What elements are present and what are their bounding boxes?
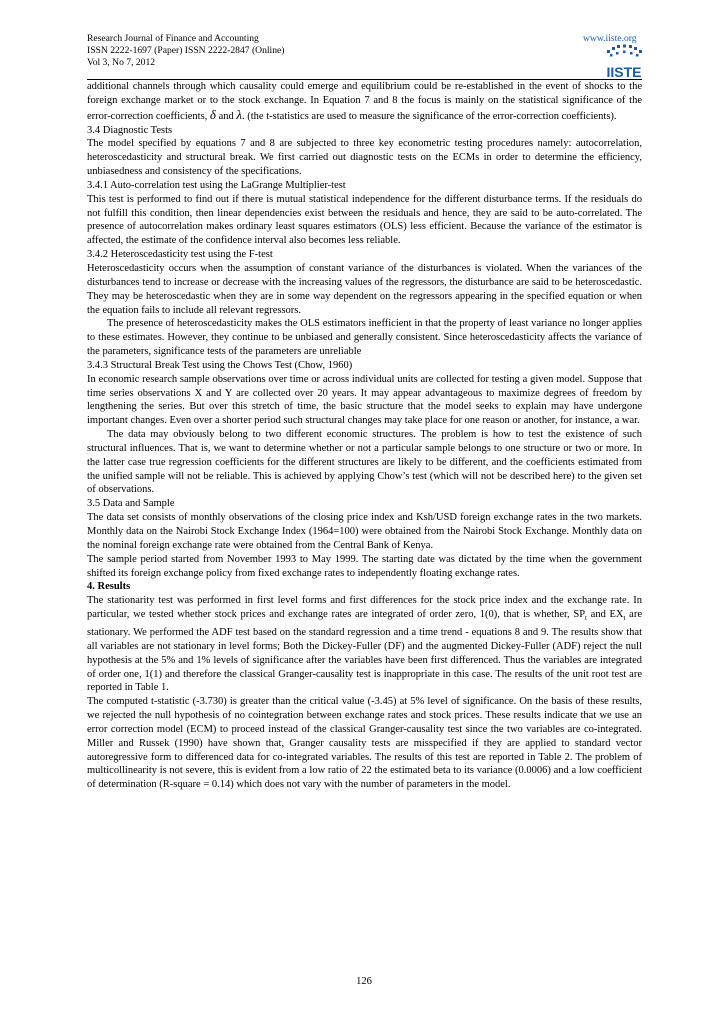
paragraph: The stationarity test was performed in first level forms and first differences for the stock price index and the exchange rate. In particular, we tested whether stock prices and exchange rates are integrated of order zero, 1(0), that is whether, $SP_t$ and $EX_t$ are stationary. We performed the ADF test based on the standard regression and a time trend - equations 8 and 9. The results show that all variables are not stationary in level forms; Both the Dickey-Fuller (DF) and the augmented Dickey-Fuller (ADF) reject the null hypothesis at the 5% and 1% levels of significance after the variables have been first differenced. Thus the variables are integrated of order one, 1(1) and therefore the classical Granger-causality test is inappropriate in this case. The results of the unit root test are reported in Table 1.: [87, 595, 642, 694]
paragraph: Heteroscedasticity occurs when the assumption of constant variance of the disturbances is violated. When the variances of the disturbances tend to increase or decrease with the increasing values of the regressors, the disturbance are said to be heteroscedastic. They may be heteroscedastic when they are in some way dependent on the regressors appearing in the specified equation or when the equation fails to include all relevant regressors.: [87, 262, 642, 316]
paragraph: The data may obviously belong to two different economic structures. The problem is how to test the existence of such structural influences. That is, we want to determine whether or not a particular sample belongs to one structure or two or more. In the latter case true regression coefficients for the different structures are likely to be different, and the coefficients estimated from the unified sample will not be reliable. This is achieved by applying Chow’s test (which will not be described here) to the given set of observations.: [87, 429, 642, 496]
article-body: [87, 80, 642, 792]
section-heading: 3.4.1 Auto-correlation test using the LaGrange Multiplier-test: [87, 179, 346, 191]
section-heading: 3.4.2 Heteroscedasticity test using the F-test: [87, 249, 273, 261]
lambda-symbol: λ: [236, 106, 243, 122]
paragraph: additional channels through which causality could emerge and equilibrium could be re-established in the event of shocks to the foreign exchange market or to the stock exchange. In Equation 7 and 8 the focus is mainly on the statistical significance of the error-correction coefficients, δ and λ. (the t-statistics are used to measure the significance of the error-correction coefficients).: [87, 81, 642, 122]
page-number: 126: [356, 976, 372, 987]
paragraph: The data set consists of monthly observations of the closing price index and Ksh/USD foreign exchange rates in the two markets. Monthly data on the Nairobi Stock Exchange Index (1964=100) were obtained from the Nairobi Stock Exchange. Monthly data on the nominal foreign exchange rate were obtained from the Central Bank of Kenya.: [87, 512, 642, 551]
section-heading: 3.4.3 Structural Break Test using the Chows Test (Chow, 1960): [87, 359, 353, 371]
delta-symbol: δ: [209, 106, 216, 122]
paragraph: The computed t-statistic (-3.730) is greater than the critical value (-3.45) at 5% level of significance. On the basis of these results, we rejected the null hypothesis of no cointegration between exchange rates and stock prices. These results indicate that we use an error correction model (ECM) to proceed instead of the classical Granger-causality test since the two variables are co-integrated. Miller and Russek (1990) have shown that, Granger causality tests are misspecified if they are applied to standard vector autoregressive form to differenced data for co-integrated variables. The results of this test are reported in Table 2. The problem of multicollinearity is not severe, this is evident from a low ratio of 22 the estimated beta to its variance (0.0006) and a low coefficient of determination (R-square = 0.14) which does not vary with the number of parameters in the model.: [87, 696, 642, 791]
section-heading: 3.5 Data and Sample: [87, 498, 175, 510]
section-heading: 3.4 Diagnostic Tests: [87, 124, 173, 136]
paragraph: In economic research sample observations over time or across individual units are collected for testing a given model. Suppose that time series observations X and Y are collected over 20 years. It may appear advantageous to maximize degrees of freedom by lengthening the series. But over this stretch of time, the basic structure that the model seeks to explain may have undergone important changes. Even over a shorter period such structural changes may take place for one reason or another, for instance, a war.: [87, 373, 642, 427]
svg-text:IISTE: IISTE: [606, 64, 642, 80]
journal-url-link[interactable]: www.iiste.org: [583, 33, 637, 44]
issn-line: ISSN 2222-1697 (Paper) ISSN 2222-2847 (Online): [87, 45, 285, 56]
section-heading: 4. Results: [87, 581, 131, 593]
paragraph: The presence of heteroscedasticity makes the OLS estimators inefficient in that the property of least variance no longer applies to these estimates. However, they continue to be unbiased and generally consistent. Since heteroscedasticity affects the variance of the parameters, significance tests of the parameters are unreliable: [87, 318, 642, 358]
paragraph: This test is performed to find out if there is mutual statistical independence for the different disturbance terms. If the residuals do not fulfill this condition, then linear dependencies exist between the residuals and hence, they are said to be auto-correlated. The presence of autocorrelation makes ordinary least squares estimators (OLS) less efficient. Because the variance of the estimator is affected, the estimate of the confidence interval also becomes less reliable.: [87, 193, 642, 247]
volume-line: Vol 3, No 7, 2012: [87, 57, 156, 68]
journal-name: Research Journal of Finance and Accounting: [87, 33, 259, 44]
iiste-logo: [604, 44, 644, 80]
paragraph: The sample period started from November 1993 to May 1999. The starting date was dictated by the time when the government shifted its foreign exchange policy from fixed exchange rates to independently floating exchange rates.: [87, 553, 642, 579]
paragraph: The model specified by equations 7 and 8 are subjected to three key econometric testing procedures namely: autocorrelation, heteroscedasticity and structural break. We first carried out diagnostic tests on the ECMs in order to determine the efficiency, unbiasedness and consistency of the specifications.: [87, 138, 642, 178]
